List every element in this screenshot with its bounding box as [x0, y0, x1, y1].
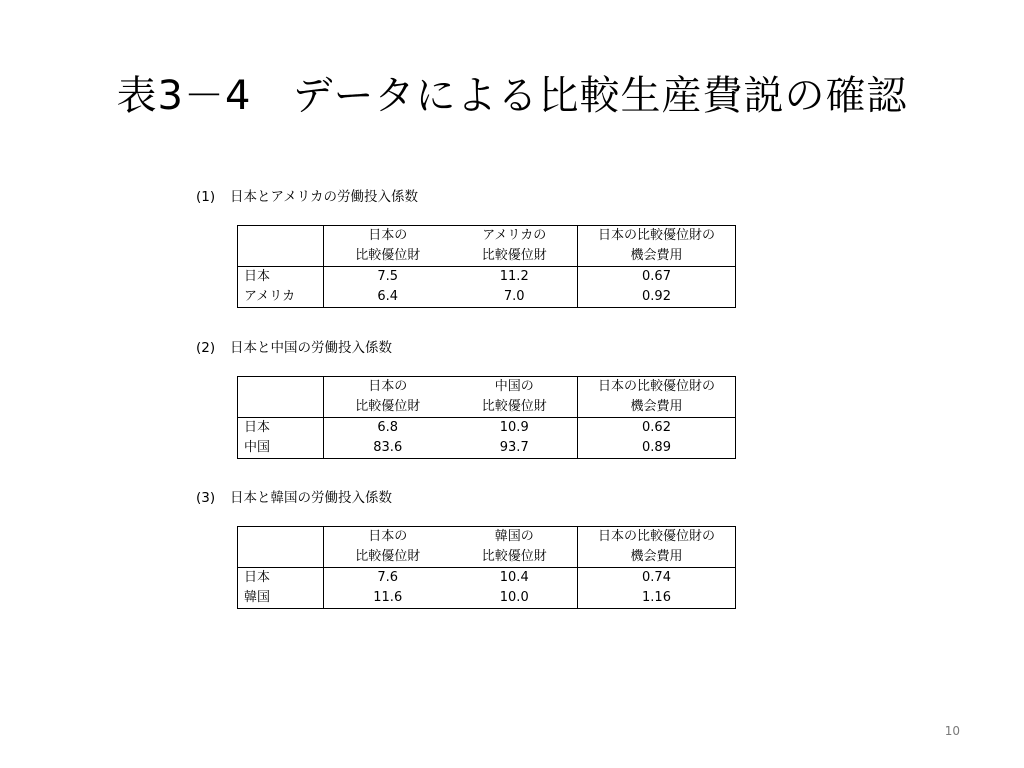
cell-col-a: 6.4 [377, 289, 399, 304]
section-heading-text: 日本と中国の労働投入係数 [230, 340, 392, 356]
header-empty-cell [238, 246, 324, 267]
page-number: 10 [944, 724, 960, 738]
row-label: 韓国 [238, 588, 324, 609]
header-col-c-line1: 日本の比較優位財の [578, 226, 736, 247]
cell-col-a: 6.8 [377, 420, 399, 435]
cell-col-c: 0.74 [578, 568, 736, 589]
header-col-b-line1: アメリカの [482, 228, 547, 243]
section-heading-text: 日本とアメリカの労働投入係数 [230, 189, 419, 205]
labor-coefficient-table [237, 526, 736, 609]
header-col-a-line2: 比較優位財 [324, 547, 452, 568]
section-number: (1) [196, 189, 216, 205]
cell-col-b: 11.2 [499, 269, 529, 284]
cell-col-a: 11.6 [373, 590, 403, 605]
section-heading-text: 日本と韓国の労働投入係数 [230, 490, 392, 506]
section-heading [196, 338, 392, 358]
cell-col-c: 0.89 [578, 438, 736, 459]
section-heading [196, 187, 418, 207]
row-label: 日本 [238, 418, 324, 439]
section-number: (3) [196, 490, 216, 506]
cell-col-a: 83.6 [373, 440, 403, 455]
row-label: 日本 [238, 568, 324, 589]
header-col-c-line1: 日本の比較優位財の [578, 527, 736, 548]
cell-col-c: 0.62 [578, 418, 736, 439]
header-col-c-line2: 機会費用 [578, 547, 736, 568]
table-header-row [238, 397, 736, 418]
header-col-b-line1: 韓国の [494, 529, 534, 544]
table-row [238, 418, 736, 439]
header-col-a-line2: 比較優位財 [324, 397, 452, 418]
cell-col-c: 0.67 [578, 267, 736, 288]
header-col-a-line1: 日本の [368, 529, 408, 544]
labor-coefficient-table [237, 225, 736, 308]
cell-col-a: 7.6 [377, 570, 399, 585]
cell-col-c: 0.92 [578, 287, 736, 308]
table-row [238, 287, 736, 308]
table-header-row [238, 547, 736, 568]
header-empty-cell [238, 377, 324, 398]
table-row [238, 267, 736, 288]
header-empty-cell [238, 547, 324, 568]
section-heading [196, 488, 392, 508]
header-col-b-line2: 比較優位財 [452, 397, 578, 418]
cell-col-a: 7.5 [377, 269, 399, 284]
cell-col-c: 1.16 [578, 588, 736, 609]
table-row [238, 588, 736, 609]
header-col-a-line1: 日本の [368, 228, 408, 243]
row-label: 日本 [238, 267, 324, 288]
table-header-row [238, 377, 736, 398]
row-label: アメリカ [238, 287, 324, 308]
header-col-b-line2: 比較優位財 [452, 547, 578, 568]
cell-col-b: 10.0 [499, 590, 529, 605]
slide-title: 表3－4 データによる比較生産費説の確認 [116, 73, 908, 119]
header-col-a-line2: 比較優位財 [324, 246, 452, 267]
header-col-a-line1: 日本の [368, 379, 408, 394]
header-empty-cell [238, 226, 324, 247]
table-header-row [238, 527, 736, 548]
table-header-row [238, 246, 736, 267]
header-col-c-line2: 機会費用 [578, 397, 736, 418]
section-number: (2) [196, 340, 216, 356]
header-col-b-line2: 比較優位財 [452, 246, 578, 267]
header-col-c-line2: 機会費用 [578, 246, 736, 267]
table-row [238, 438, 736, 459]
cell-col-b: 10.4 [499, 570, 529, 585]
table-header-row [238, 226, 736, 247]
cell-col-b: 7.0 [503, 289, 525, 304]
header-col-b-line1: 中国の [494, 379, 534, 394]
header-col-c-line1: 日本の比較優位財の [578, 377, 736, 398]
cell-col-b: 10.9 [499, 420, 529, 435]
row-label: 中国 [238, 438, 324, 459]
header-empty-cell [238, 527, 324, 548]
table-row [238, 568, 736, 589]
cell-col-b: 93.7 [499, 440, 529, 455]
labor-coefficient-table [237, 376, 736, 459]
header-empty-cell [238, 397, 324, 418]
